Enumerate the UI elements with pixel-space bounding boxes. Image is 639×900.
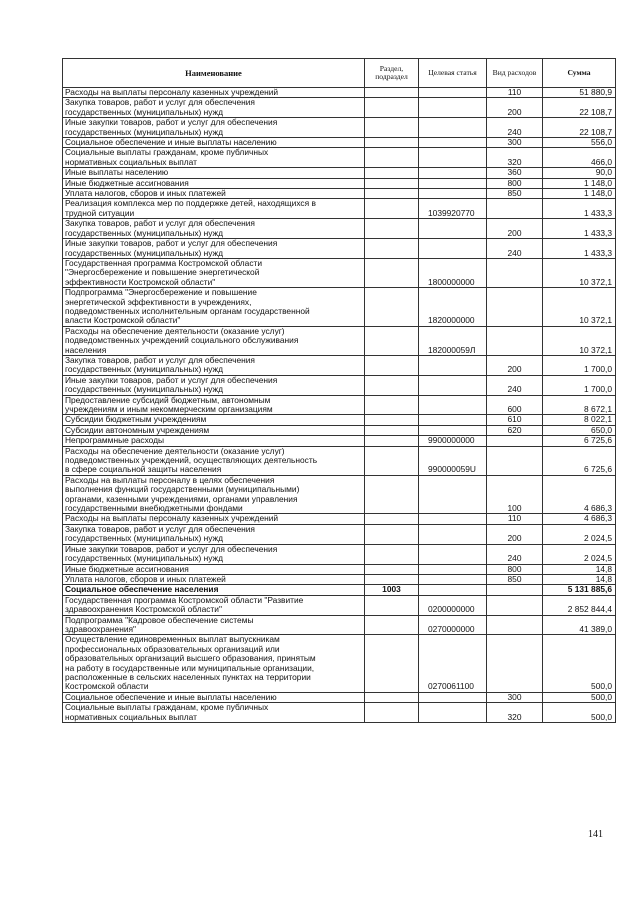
cell-kind: 240 <box>487 544 543 564</box>
cell-kind: 240 <box>487 239 543 259</box>
cell-kind <box>487 326 543 355</box>
header-kind: Вид расходов <box>487 59 543 88</box>
cell-name: Социальное обеспечение и иные выплаты населению <box>63 138 365 148</box>
cell-name: Расходы на обеспечение деятельности (оказание услуг) подведомственных учреждений, осуществляющих деятельность в сфере социальной защиты населения <box>63 446 365 475</box>
cell-kind: 360 <box>487 168 543 178</box>
cell-name: Закупка товаров, работ и услуг для обеспечения государственных (муниципальных) нужд <box>63 98 365 118</box>
table-row <box>63 199 616 219</box>
cell-kind: 320 <box>487 703 543 723</box>
cell-sum: 90,0 <box>543 168 616 178</box>
cell-sum: 1 700,0 <box>543 375 616 395</box>
cell-sum: 8 672,1 <box>543 395 616 415</box>
cell-section <box>365 118 419 138</box>
cell-target <box>419 524 487 544</box>
cell-target <box>419 425 487 435</box>
cell-sum: 500,0 <box>543 635 616 692</box>
table-row <box>63 355 616 375</box>
cell-section <box>365 475 419 514</box>
table-row <box>63 375 616 395</box>
cell-kind <box>487 436 543 446</box>
cell-section <box>365 524 419 544</box>
cell-name: Социальные выплаты гражданам, кроме публичных нормативных социальных выплат <box>63 148 365 168</box>
cell-name: Подпрограмма "Энергосбережение и повышение энергетической эффективности в учреждениях, подведомственных исполнительным органам государственной власти Костромской области" <box>63 288 365 327</box>
table-row <box>63 219 616 239</box>
table-row <box>63 635 616 692</box>
cell-section <box>365 258 419 287</box>
cell-sum: 650,0 <box>543 425 616 435</box>
cell-sum: 51 880,9 <box>543 88 616 98</box>
cell-target <box>419 355 487 375</box>
table-body <box>63 88 616 723</box>
cell-kind <box>487 446 543 475</box>
table-row <box>63 446 616 475</box>
table-row <box>63 595 616 615</box>
cell-target: 990000059U <box>419 446 487 475</box>
cell-kind: 320 <box>487 148 543 168</box>
budget-table <box>62 58 616 723</box>
cell-target: 1820000000 <box>419 288 487 327</box>
cell-kind <box>487 585 543 595</box>
cell-name: Непрограммные расходы <box>63 436 365 446</box>
cell-kind: 600 <box>487 395 543 415</box>
cell-target <box>419 118 487 138</box>
cell-kind <box>487 595 543 615</box>
cell-section <box>365 88 419 98</box>
cell-kind: 800 <box>487 564 543 574</box>
header-target: Целевая статья <box>419 59 487 88</box>
cell-name: Реализация комплекса мер по поддержке детей, находящихся в трудной ситуации <box>63 199 365 219</box>
cell-target <box>419 138 487 148</box>
cell-name: Иные бюджетные ассигнования <box>63 564 365 574</box>
cell-sum: 6 725,6 <box>543 436 616 446</box>
cell-kind: 800 <box>487 178 543 188</box>
cell-name: Субсидии бюджетным учреждениям <box>63 415 365 425</box>
cell-name: Социальное обеспечение населения <box>63 585 365 595</box>
cell-name: Социальное обеспечение и иные выплаты населению <box>63 692 365 702</box>
table-row <box>63 189 616 199</box>
cell-kind <box>487 288 543 327</box>
cell-section <box>365 544 419 564</box>
cell-kind <box>487 635 543 692</box>
cell-name: Уплата налогов, сборов и иных платежей <box>63 574 365 584</box>
cell-target: 1800000000 <box>419 258 487 287</box>
cell-kind <box>487 258 543 287</box>
cell-sum: 4 686,3 <box>543 514 616 524</box>
cell-target <box>419 395 487 415</box>
cell-sum: 22 108,7 <box>543 98 616 118</box>
table-row <box>63 564 616 574</box>
table-row <box>63 585 616 595</box>
cell-sum: 500,0 <box>543 703 616 723</box>
cell-sum: 1 433,3 <box>543 239 616 259</box>
cell-section <box>365 692 419 702</box>
table-row <box>63 168 616 178</box>
cell-section <box>365 615 419 635</box>
cell-section <box>365 375 419 395</box>
cell-section <box>365 425 419 435</box>
cell-target <box>419 189 487 199</box>
table-row <box>63 692 616 702</box>
cell-sum: 1 700,0 <box>543 355 616 375</box>
cell-section <box>365 415 419 425</box>
cell-section <box>365 574 419 584</box>
cell-target: 0200000000 <box>419 595 487 615</box>
cell-sum: 6 725,6 <box>543 446 616 475</box>
cell-sum: 1 433,3 <box>543 199 616 219</box>
table-row <box>63 239 616 259</box>
cell-name: Иные бюджетные ассигнования <box>63 178 365 188</box>
cell-target <box>419 239 487 259</box>
cell-section <box>365 595 419 615</box>
cell-section <box>365 138 419 148</box>
cell-target <box>419 514 487 524</box>
cell-name: Расходы на обеспечение деятельности (оказание услуг) подведомственных учреждений социального обслуживания населения <box>63 326 365 355</box>
cell-kind: 240 <box>487 375 543 395</box>
table-row <box>63 148 616 168</box>
cell-sum: 41 389,0 <box>543 615 616 635</box>
cell-target <box>419 88 487 98</box>
cell-kind: 850 <box>487 189 543 199</box>
cell-sum: 2 024,5 <box>543 544 616 564</box>
cell-sum: 10 372,1 <box>543 326 616 355</box>
cell-section <box>365 395 419 415</box>
cell-sum: 22 108,7 <box>543 118 616 138</box>
cell-name: Субсидии автономным учреждениям <box>63 425 365 435</box>
table-row <box>63 475 616 514</box>
cell-name: Государственная программа Костромской области "Развитие здравоохранения Костромской области" <box>63 595 365 615</box>
cell-kind: 200 <box>487 98 543 118</box>
table-row <box>63 326 616 355</box>
header-name: Наименование <box>63 59 365 88</box>
cell-target: 0270000000 <box>419 615 487 635</box>
cell-sum: 10 372,1 <box>543 258 616 287</box>
table-row <box>63 258 616 287</box>
cell-target <box>419 148 487 168</box>
cell-kind: 610 <box>487 415 543 425</box>
table-row <box>63 88 616 98</box>
cell-section <box>365 564 419 574</box>
cell-name: Иные выплаты населению <box>63 168 365 178</box>
cell-section <box>365 703 419 723</box>
cell-target <box>419 168 487 178</box>
cell-section <box>365 514 419 524</box>
cell-section <box>365 148 419 168</box>
cell-kind: 620 <box>487 425 543 435</box>
cell-sum: 466,0 <box>543 148 616 168</box>
table-row <box>63 118 616 138</box>
cell-name: Предоставление субсидий бюджетным, автономным учреждениям и иным некоммерческим организациям <box>63 395 365 415</box>
cell-sum: 5 131 885,6 <box>543 585 616 595</box>
cell-sum: 1 148,0 <box>543 178 616 188</box>
cell-name: Осуществление единовременных выплат выпускникам профессиональных образовательных организаций или образовательных организаций высшего образования, принятым на работу в государственные или муниципальные организации, расположенные в сельских населенных пунктах на территории Костромской области <box>63 635 365 692</box>
cell-target <box>419 98 487 118</box>
cell-target <box>419 564 487 574</box>
cell-name: Уплата налогов, сборов и иных платежей <box>63 189 365 199</box>
table-row <box>63 138 616 148</box>
cell-sum: 2 852 844,4 <box>543 595 616 615</box>
cell-name: Расходы на выплаты персоналу казенных учреждений <box>63 514 365 524</box>
table-row <box>63 703 616 723</box>
header-sum: Сумма <box>543 59 616 88</box>
table-row <box>63 514 616 524</box>
cell-sum: 14,8 <box>543 574 616 584</box>
cell-target <box>419 544 487 564</box>
cell-section: 1003 <box>365 585 419 595</box>
cell-kind: 100 <box>487 475 543 514</box>
table-row <box>63 524 616 544</box>
table-header-row <box>63 59 616 88</box>
cell-section <box>365 168 419 178</box>
header-section: Раздел, подраздел <box>365 59 419 88</box>
cell-name: Иные закупки товаров, работ и услуг для обеспечения государственных (муниципальных) нужд <box>63 544 365 564</box>
cell-name: Закупка товаров, работ и услуг для обеспечения государственных (муниципальных) нужд <box>63 355 365 375</box>
cell-section <box>365 178 419 188</box>
cell-section <box>365 219 419 239</box>
cell-section <box>365 288 419 327</box>
cell-kind: 200 <box>487 219 543 239</box>
cell-sum: 1 148,0 <box>543 189 616 199</box>
cell-kind: 300 <box>487 138 543 148</box>
table-row <box>63 436 616 446</box>
cell-section <box>365 199 419 219</box>
cell-target <box>419 703 487 723</box>
cell-name: Иные закупки товаров, работ и услуг для обеспечения государственных (муниципальных) нужд <box>63 375 365 395</box>
cell-section <box>365 326 419 355</box>
cell-target <box>419 692 487 702</box>
cell-section <box>365 436 419 446</box>
table-row <box>63 395 616 415</box>
table-row <box>63 615 616 635</box>
cell-target <box>419 415 487 425</box>
cell-kind <box>487 199 543 219</box>
table-row <box>63 178 616 188</box>
cell-sum: 2 024,5 <box>543 524 616 544</box>
cell-name: Закупка товаров, работ и услуг для обеспечения государственных (муниципальных) нужд <box>63 524 365 544</box>
cell-section <box>365 98 419 118</box>
cell-sum: 14,8 <box>543 564 616 574</box>
cell-target: 182000059Л <box>419 326 487 355</box>
cell-name: Закупка товаров, работ и услуг для обеспечения государственных (муниципальных) нужд <box>63 219 365 239</box>
cell-name: Подпрограмма "Кадровое обеспечение системы здравоохранения" <box>63 615 365 635</box>
cell-name: Расходы на выплаты персоналу в целях обеспечения выполнения функций государственными (муниципальными) органами, казенными учреждениями, органами управления государственными внебюджетными фондами <box>63 475 365 514</box>
cell-sum: 8 022,1 <box>543 415 616 425</box>
cell-sum: 556,0 <box>543 138 616 148</box>
cell-sum: 10 372,1 <box>543 288 616 327</box>
cell-target <box>419 219 487 239</box>
cell-section <box>365 446 419 475</box>
table-row <box>63 415 616 425</box>
cell-section <box>365 355 419 375</box>
cell-target: 9900000000 <box>419 436 487 446</box>
table-row <box>63 544 616 564</box>
page-number: 141 <box>588 829 603 840</box>
cell-name: Иные закупки товаров, работ и услуг для обеспечения государственных (муниципальных) нужд <box>63 239 365 259</box>
cell-kind: 200 <box>487 355 543 375</box>
cell-target <box>419 574 487 584</box>
cell-target: 0270061100 <box>419 635 487 692</box>
cell-target: 1039920770 <box>419 199 487 219</box>
cell-kind: 850 <box>487 574 543 584</box>
table-row <box>63 425 616 435</box>
cell-name: Иные закупки товаров, работ и услуг для обеспечения государственных (муниципальных) нужд <box>63 118 365 138</box>
cell-kind: 240 <box>487 118 543 138</box>
table-row <box>63 574 616 584</box>
cell-sum: 500,0 <box>543 692 616 702</box>
cell-name: Государственная программа Костромской области "Энергосбережение и повышение энергетической эффективности Костромской области" <box>63 258 365 287</box>
cell-name: Расходы на выплаты персоналу казенных учреждений <box>63 88 365 98</box>
cell-target <box>419 375 487 395</box>
cell-sum: 4 686,3 <box>543 475 616 514</box>
cell-target <box>419 178 487 188</box>
cell-kind <box>487 615 543 635</box>
table-row <box>63 288 616 327</box>
table-row <box>63 98 616 118</box>
cell-kind: 110 <box>487 514 543 524</box>
cell-target <box>419 585 487 595</box>
cell-name: Социальные выплаты гражданам, кроме публичных нормативных социальных выплат <box>63 703 365 723</box>
cell-target <box>419 475 487 514</box>
cell-sum: 1 433,3 <box>543 219 616 239</box>
cell-section <box>365 635 419 692</box>
cell-kind: 300 <box>487 692 543 702</box>
cell-section <box>365 239 419 259</box>
cell-section <box>365 189 419 199</box>
cell-kind: 110 <box>487 88 543 98</box>
cell-kind: 200 <box>487 524 543 544</box>
